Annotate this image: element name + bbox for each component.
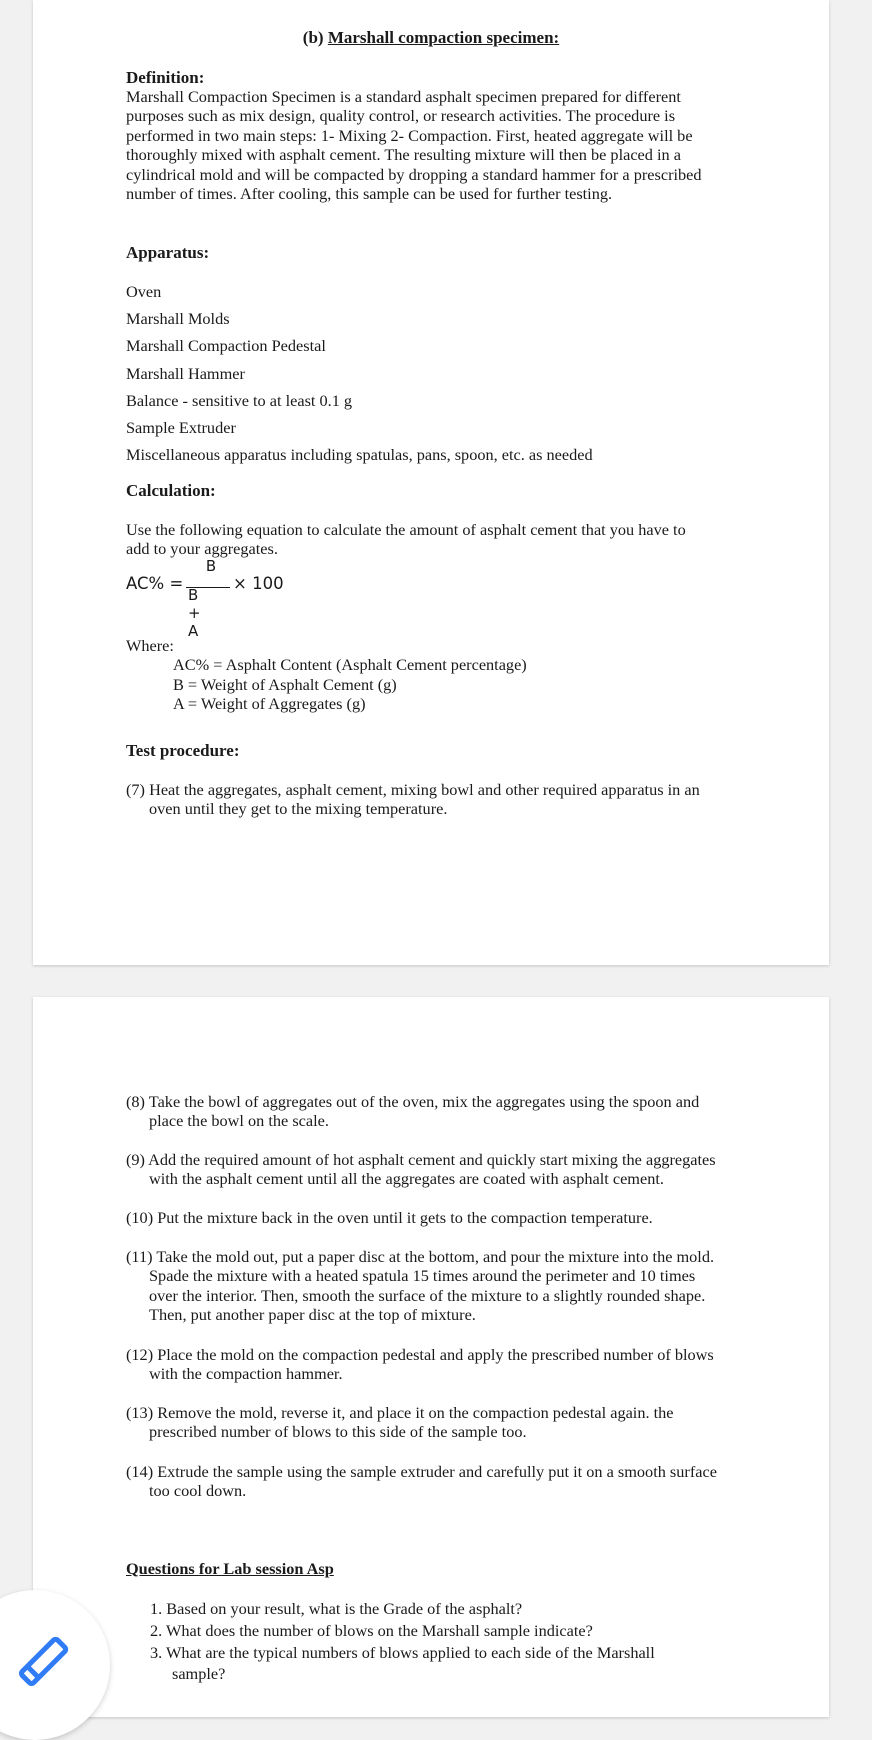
procedure-heading: Test procedure: xyxy=(126,741,240,760)
title-text: Marshall compaction specimen: xyxy=(327,28,560,47)
step-label: (9) xyxy=(126,1150,145,1169)
where-line: A = Weight of Aggregates (g) xyxy=(173,694,366,713)
definition-paragraph xyxy=(126,87,738,203)
apparatus-heading: Apparatus: xyxy=(126,243,210,262)
equation-numerator: B xyxy=(205,557,217,575)
calculation-paragraph xyxy=(126,520,738,559)
procedure-step-10 xyxy=(126,1208,770,1227)
apparatus-item: Balance - sensitive to at least 0.1 g xyxy=(126,391,353,410)
questions-heading: Questions for Lab session Asp xyxy=(126,1559,334,1578)
calculation-heading: Calculation: xyxy=(126,481,216,500)
step-text: Take the mold out, put a paper disc at the bottom, and pour the mixture into the mold. xyxy=(156,1247,715,1266)
document-page-2 xyxy=(33,997,829,1717)
calculation-line: add to your aggregates. xyxy=(126,539,278,559)
calculation-line: Use the following equation to calculate the amount of asphalt cement that you have to xyxy=(126,520,686,539)
definition-line: cylindrical mold and will be compacted by dropping a standard hammer for a prescribed xyxy=(126,164,702,184)
equation-rhs: × 100 xyxy=(233,574,284,593)
section-title xyxy=(33,28,829,48)
apparatus-item: Oven xyxy=(126,282,162,301)
question-text: sample? xyxy=(172,1664,226,1683)
procedure-step-8 xyxy=(126,1092,770,1131)
step-text: place the bowl on the scale. xyxy=(149,1111,329,1131)
where-label: Where: xyxy=(126,636,174,655)
definition-line: purposes such as mix design, quality control, or research activities. The procedure is xyxy=(126,106,676,126)
step-text: oven until they get to the mixing temperature. xyxy=(149,799,448,819)
question-item xyxy=(150,1620,690,1641)
step-text: with the asphalt cement until all the aggregates are coated with asphalt cement. xyxy=(149,1169,664,1189)
question-text: What does the number of blows on the Marshall sample indicate? xyxy=(166,1621,593,1640)
step-text: with the compaction hammer. xyxy=(149,1364,343,1384)
step-text: Take the bowl of aggregates out of the oven, mix the aggregates using the spoon and xyxy=(148,1092,700,1111)
step-label: (12) xyxy=(126,1345,154,1364)
step-label: (14) xyxy=(126,1462,154,1481)
document-page-1 xyxy=(33,0,829,965)
definition-line: Marshall Compaction Specimen is a standard asphalt specimen prepared for different xyxy=(126,87,681,106)
apparatus-item: Miscellaneous apparatus including spatulas, pans, spoon, etc. as needed xyxy=(126,445,593,464)
procedure-step-12 xyxy=(126,1345,770,1384)
procedure-step-9 xyxy=(126,1150,770,1189)
question-text: Based on your result, what is the Grade of the asphalt? xyxy=(166,1599,523,1618)
step-text: prescribed number of blows to this side of the sample too. xyxy=(149,1422,527,1442)
apparatus-item: Marshall Compaction Pedestal xyxy=(126,336,326,355)
apparatus-item: Marshall Hammer xyxy=(126,364,245,383)
step-text: Extrude the sample using the sample extruder and carefully put it on a smooth surface xyxy=(157,1462,717,1481)
apparatus-item: Marshall Molds xyxy=(126,309,230,328)
apparatus-item: Sample Extruder xyxy=(126,418,236,437)
step-text: Remove the mold, reverse it, and place it on the compaction pedestal again. the xyxy=(157,1403,674,1422)
step-text: over the interior. Then, smooth the surface of the mixture to a slightly rounded shape. xyxy=(149,1285,706,1305)
question-item xyxy=(150,1642,690,1684)
pencil-icon xyxy=(10,1630,80,1690)
step-label: (13) xyxy=(126,1403,154,1422)
step-label: (7) xyxy=(126,780,145,799)
step-text: Place the mold on the compaction pedestal and apply the prescribed number of blows xyxy=(157,1345,714,1364)
step-label: (11) xyxy=(126,1247,153,1266)
definition-line: thoroughly mixed with asphalt cement. The resulting mixture will then be placed in a xyxy=(126,145,681,165)
step-text: Then, put another paper disc at the top of mixture. xyxy=(149,1305,476,1325)
ac-equation xyxy=(126,557,284,640)
procedure-step-7 xyxy=(126,780,770,819)
where-line: AC% = Asphalt Content (Asphalt Cement percentage) xyxy=(173,655,527,674)
question-item xyxy=(150,1598,690,1619)
question-number: 1. xyxy=(150,1599,163,1618)
title-prefix: (b) xyxy=(302,28,324,47)
step-text: Put the mixture back in the oven until it gets to the compaction temperature. xyxy=(157,1208,653,1227)
step-label: (8) xyxy=(126,1092,145,1111)
definition-line: number of times. After cooling, this sample can be used for further testing. xyxy=(126,184,613,204)
procedure-step-14 xyxy=(126,1462,770,1501)
step-label: (10) xyxy=(126,1208,154,1227)
question-number: 3. xyxy=(150,1643,163,1662)
question-number: 2. xyxy=(150,1621,163,1640)
procedure-step-13 xyxy=(126,1403,770,1442)
equation-denominator: B + A xyxy=(188,586,201,640)
definition-line: performed in two main steps: 1- Mixing 2- Compaction. First, heated aggregate will be xyxy=(126,125,693,145)
definition-heading: Definition: xyxy=(126,68,205,87)
step-text: Add the required amount of hot asphalt cement and quickly start mixing the aggregates xyxy=(148,1150,716,1169)
step-text: Spade the mixture with a heated spatula 15 times around the perimeter and 10 times xyxy=(149,1266,696,1286)
where-line: B = Weight of Asphalt Cement (g) xyxy=(173,675,397,694)
procedure-step-11 xyxy=(126,1247,770,1325)
step-text: too cool down. xyxy=(149,1481,247,1501)
question-text: What are the typical numbers of blows applied to each side of the Marshall xyxy=(166,1643,655,1662)
equation-lhs: AC% = xyxy=(126,574,184,593)
step-text: Heat the aggregates, asphalt cement, mixing bowl and other required apparatus in an xyxy=(149,780,700,799)
